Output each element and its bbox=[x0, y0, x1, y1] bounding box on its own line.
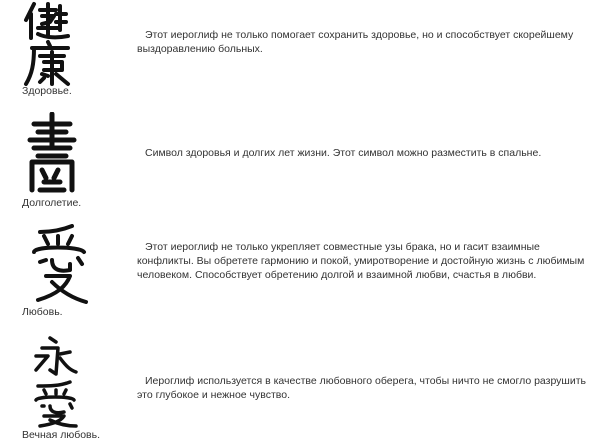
entry-description: Этот иероглиф не только помогает сохранить здоровье, но и способствует скорейшему выздоравлению больных. bbox=[137, 29, 574, 55]
entry-label: Любовь. bbox=[22, 306, 63, 318]
entry-description: Иероглиф используется в качестве любовного оберега, чтобы ничто не смогло разрушить это глубокое и нежное чувство. bbox=[137, 375, 586, 401]
eternal-love-hieroglyph-icon bbox=[30, 336, 80, 428]
health-hieroglyph-icon bbox=[22, 0, 78, 88]
love-hieroglyph-icon bbox=[30, 224, 90, 304]
entry-label: Долголетие. bbox=[22, 197, 82, 209]
entry-label: Здоровье. bbox=[22, 85, 72, 97]
longevity-hieroglyph-icon bbox=[24, 112, 80, 194]
entry-description: Символ здоровья и долгих лет жизни. Этот символ можно разместить в спальне. bbox=[145, 147, 542, 159]
entry-label: Вечная любовь. bbox=[22, 429, 101, 441]
entry-description: Этот иероглиф не только укрепляет совместные узы брака, но и гасит взаимные конфликты. Вы обретете гармонию и покой, умиротворение и достойную жизнь с любимым человеком. Способствует обретению долгой и взаимной любви, счастья в любви. bbox=[137, 241, 585, 281]
